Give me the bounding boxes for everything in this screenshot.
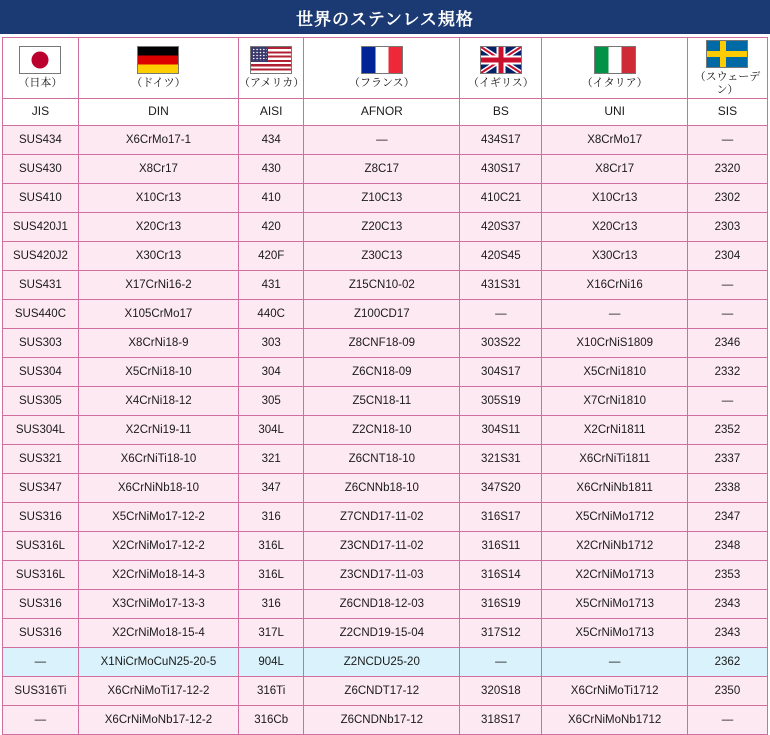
table-cell: X30Cr13 (78, 242, 238, 271)
table-cell: 320S18 (460, 677, 542, 706)
table-cell: 305S19 (460, 387, 542, 416)
table-cell: 440C (239, 300, 304, 329)
standard-code-cell: BS (460, 99, 542, 126)
table-cell: X6CrMo17-1 (78, 126, 238, 155)
table-cell: X8Cr17 (542, 155, 687, 184)
table-row (3, 503, 768, 532)
table-cell: 420S37 (460, 213, 542, 242)
table-cell: X6CrNiMoTi1712 (542, 677, 687, 706)
table-cell: 430 (239, 155, 304, 184)
table-row (3, 387, 768, 416)
table-cell: X4CrNi18-12 (78, 387, 238, 416)
table-cell: 347S20 (460, 474, 542, 503)
table-cell: 303 (239, 329, 304, 358)
uk-flag (480, 46, 522, 74)
table-cell: 2353 (687, 561, 767, 590)
usa-flag (250, 46, 292, 74)
table-cell: Z10C13 (304, 184, 460, 213)
standard-code-cell: AISI (239, 99, 304, 126)
table-cell: Z2CND19-15-04 (304, 619, 460, 648)
table-cell: 2338 (687, 474, 767, 503)
italy-flag (594, 46, 636, 74)
table-cell: X2CrNiMo18-15-4 (78, 619, 238, 648)
table-cell: 2346 (687, 329, 767, 358)
germany-flag (137, 46, 179, 74)
table-cell: — (3, 648, 79, 677)
table-cell: SUS316 (3, 590, 79, 619)
table-cell: 2304 (687, 242, 767, 271)
flag-header-row (3, 38, 768, 99)
table-cell: 316 (239, 503, 304, 532)
page-title-text: 世界のステンレス規格 (296, 9, 474, 29)
table-cell: 2320 (687, 155, 767, 184)
table-cell: X17CrNi16-2 (78, 271, 238, 300)
table-cell: X8CrMo17 (542, 126, 687, 155)
table-row (3, 590, 768, 619)
standard-code-cell: AFNOR (304, 99, 460, 126)
table-cell: Z6CNDNb17-12 (304, 706, 460, 735)
table-row (3, 648, 768, 677)
table-cell: SUS410 (3, 184, 79, 213)
table-cell: 316Cb (239, 706, 304, 735)
table-cell: X8Cr17 (78, 155, 238, 184)
table-cell: 321S31 (460, 445, 542, 474)
table-cell: SUS305 (3, 387, 79, 416)
table-cell: 410 (239, 184, 304, 213)
table-cell: — (304, 126, 460, 155)
country-label: （日本） (18, 77, 63, 90)
table-cell: SUS304 (3, 358, 79, 387)
table-cell: X5CrNi1810 (542, 358, 687, 387)
table-cell: SUS430 (3, 155, 79, 184)
table-cell: 318S17 (460, 706, 542, 735)
table-row (3, 242, 768, 271)
table-row (3, 213, 768, 242)
table-cell: — (542, 648, 687, 677)
table-cell: X2CrNiMo1713 (542, 561, 687, 590)
table-cell: Z8C17 (304, 155, 460, 184)
table-cell: 430S17 (460, 155, 542, 184)
table-cell: Z3CND17-11-02 (304, 532, 460, 561)
table-cell: 316L (239, 561, 304, 590)
table-cell: 2352 (687, 416, 767, 445)
table-row (3, 677, 768, 706)
stainless-standards-table (2, 37, 768, 735)
table-cell: 2337 (687, 445, 767, 474)
table-cell: — (687, 706, 767, 735)
table-cell: — (542, 300, 687, 329)
table-cell: SUS304L (3, 416, 79, 445)
france-flag (361, 46, 403, 74)
table-cell: X2CrNiMo17-12-2 (78, 532, 238, 561)
flag-header-cell (460, 38, 542, 99)
table-cell: 317L (239, 619, 304, 648)
country-label: （イタリア） (581, 77, 648, 90)
table-row (3, 184, 768, 213)
table-cell: SUS431 (3, 271, 79, 300)
table-cell: 434 (239, 126, 304, 155)
table-cell: SUS316 (3, 503, 79, 532)
table-row (3, 126, 768, 155)
table-cell: 2348 (687, 532, 767, 561)
table-cell: — (3, 706, 79, 735)
table-cell: SUS420J2 (3, 242, 79, 271)
table-row (3, 561, 768, 590)
table-cell: Z30C13 (304, 242, 460, 271)
table-cell: — (460, 300, 542, 329)
table-cell: 303S22 (460, 329, 542, 358)
japan-flag (19, 46, 61, 74)
table-cell: Z6CNT18-10 (304, 445, 460, 474)
table-cell: X5CrNiMo1713 (542, 619, 687, 648)
table-cell: 316S14 (460, 561, 542, 590)
table-cell: Z6CND18-12-03 (304, 590, 460, 619)
table-cell: X1NiCrMoCuN25-20-5 (78, 648, 238, 677)
country-label: （イギリス） (467, 77, 534, 90)
table-cell: SUS316L (3, 532, 79, 561)
table-cell: SUS347 (3, 474, 79, 503)
table-cell: Z15CN10-02 (304, 271, 460, 300)
table-row (3, 300, 768, 329)
table-cell: SUS316Ti (3, 677, 79, 706)
standard-code-cell: UNI (542, 99, 687, 126)
table-cell: 347 (239, 474, 304, 503)
flag-header-cell (78, 38, 238, 99)
table-row (3, 358, 768, 387)
table-cell: 316Ti (239, 677, 304, 706)
table-cell: X2CrNi1811 (542, 416, 687, 445)
table-cell: Z6CN18-09 (304, 358, 460, 387)
table-cell: — (687, 300, 767, 329)
table-cell: Z7CND17-11-02 (304, 503, 460, 532)
flag-header-cell (304, 38, 460, 99)
table-cell: 420F (239, 242, 304, 271)
table-cell: 304S11 (460, 416, 542, 445)
country-label: （ドイツ） (131, 77, 186, 90)
table-cell: X3CrNiMo17-13-3 (78, 590, 238, 619)
flag-header-cell (687, 38, 767, 99)
table-cell: 2303 (687, 213, 767, 242)
table-cell: 2362 (687, 648, 767, 677)
standard-code-cell: DIN (78, 99, 238, 126)
table-cell: 2332 (687, 358, 767, 387)
table-cell: X20Cr13 (542, 213, 687, 242)
table-row (3, 532, 768, 561)
table-cell: X10Cr13 (542, 184, 687, 213)
table-cell: 304 (239, 358, 304, 387)
table-cell: X6CrNiMoNb1712 (542, 706, 687, 735)
table-cell: X6CrNiMoTi17-12-2 (78, 677, 238, 706)
table-cell: X5CrNi18-10 (78, 358, 238, 387)
table-cell: 304L (239, 416, 304, 445)
table-cell: SUS303 (3, 329, 79, 358)
standard-code-cell: SIS (687, 99, 767, 126)
table-cell: X30Cr13 (542, 242, 687, 271)
table-cell: SUS316L (3, 561, 79, 590)
table-cell: X10CrNiS1809 (542, 329, 687, 358)
table-row (3, 706, 768, 735)
table-cell: X20Cr13 (78, 213, 238, 242)
page-title (0, 0, 770, 34)
table-cell: X8CrNi18-9 (78, 329, 238, 358)
table-cell: X7CrNi1810 (542, 387, 687, 416)
country-label: （アメリカ） (239, 77, 305, 90)
table-cell: X2CrNi19-11 (78, 416, 238, 445)
table-cell: SUS420J1 (3, 213, 79, 242)
table-cell: 2302 (687, 184, 767, 213)
table-cell: X5CrNiMo1713 (542, 590, 687, 619)
table-cell: 434S17 (460, 126, 542, 155)
table-cell: 2347 (687, 503, 767, 532)
table-cell: X16CrNi16 (542, 271, 687, 300)
table-row (3, 329, 768, 358)
table-cell: 420 (239, 213, 304, 242)
standard-code-header-row (3, 99, 768, 126)
country-label: （スウェーデン） (694, 71, 761, 96)
table-cell: SUS434 (3, 126, 79, 155)
table-cell: SUS316 (3, 619, 79, 648)
table-cell: SUS440C (3, 300, 79, 329)
table-cell: — (460, 648, 542, 677)
table-cell: 316S19 (460, 590, 542, 619)
table-cell: 317S12 (460, 619, 542, 648)
table-cell: 305 (239, 387, 304, 416)
flag-header-cell (239, 38, 304, 99)
table-cell: 431S31 (460, 271, 542, 300)
table-row (3, 619, 768, 648)
table-cell: 316 (239, 590, 304, 619)
table-cell: 316L (239, 532, 304, 561)
country-label: （フランス） (348, 77, 415, 90)
table-row (3, 416, 768, 445)
table-cell: X2CrNiMo18-14-3 (78, 561, 238, 590)
table-cell: X105CrMo17 (78, 300, 238, 329)
table-cell: X6CrNiTi1811 (542, 445, 687, 474)
sweden-flag (706, 40, 748, 68)
table-row (3, 445, 768, 474)
flag-header-cell (542, 38, 687, 99)
table-cell: Z20C13 (304, 213, 460, 242)
table-cell: X6CrNiMoNb17-12-2 (78, 706, 238, 735)
table-cell: — (687, 387, 767, 416)
table-cell: Z2NCDU25-20 (304, 648, 460, 677)
table-cell: 316S17 (460, 503, 542, 532)
table-cell: X6CrNiNb1811 (542, 474, 687, 503)
table-cell: 410C21 (460, 184, 542, 213)
table-cell: Z100CD17 (304, 300, 460, 329)
table-row (3, 474, 768, 503)
table-cell: 2343 (687, 590, 767, 619)
table-cell: — (687, 271, 767, 300)
table-cell: 2350 (687, 677, 767, 706)
table-cell: Z6CNNb18-10 (304, 474, 460, 503)
table-cell: 304S17 (460, 358, 542, 387)
table-cell: 420S45 (460, 242, 542, 271)
table-row (3, 271, 768, 300)
table-cell: X10Cr13 (78, 184, 238, 213)
table-cell: 316S11 (460, 532, 542, 561)
table-cell: Z8CNF18-09 (304, 329, 460, 358)
table-cell: 904L (239, 648, 304, 677)
table-cell: X5CrNiMo17-12-2 (78, 503, 238, 532)
flag-header-cell (3, 38, 79, 99)
table-cell: X2CrNiNb1712 (542, 532, 687, 561)
table-row (3, 155, 768, 184)
table-cell: 2343 (687, 619, 767, 648)
table-cell: X6CrNiTi18-10 (78, 445, 238, 474)
table-cell: X6CrNiNb18-10 (78, 474, 238, 503)
table-cell: Z5CN18-11 (304, 387, 460, 416)
table-cell: X5CrNiMo1712 (542, 503, 687, 532)
table-cell: Z6CNDT17-12 (304, 677, 460, 706)
standard-code-cell: JIS (3, 99, 79, 126)
table-cell: 321 (239, 445, 304, 474)
table-cell: Z3CND17-11-03 (304, 561, 460, 590)
table-cell: SUS321 (3, 445, 79, 474)
table-cell: — (687, 126, 767, 155)
table-cell: Z2CN18-10 (304, 416, 460, 445)
table-cell: 431 (239, 271, 304, 300)
